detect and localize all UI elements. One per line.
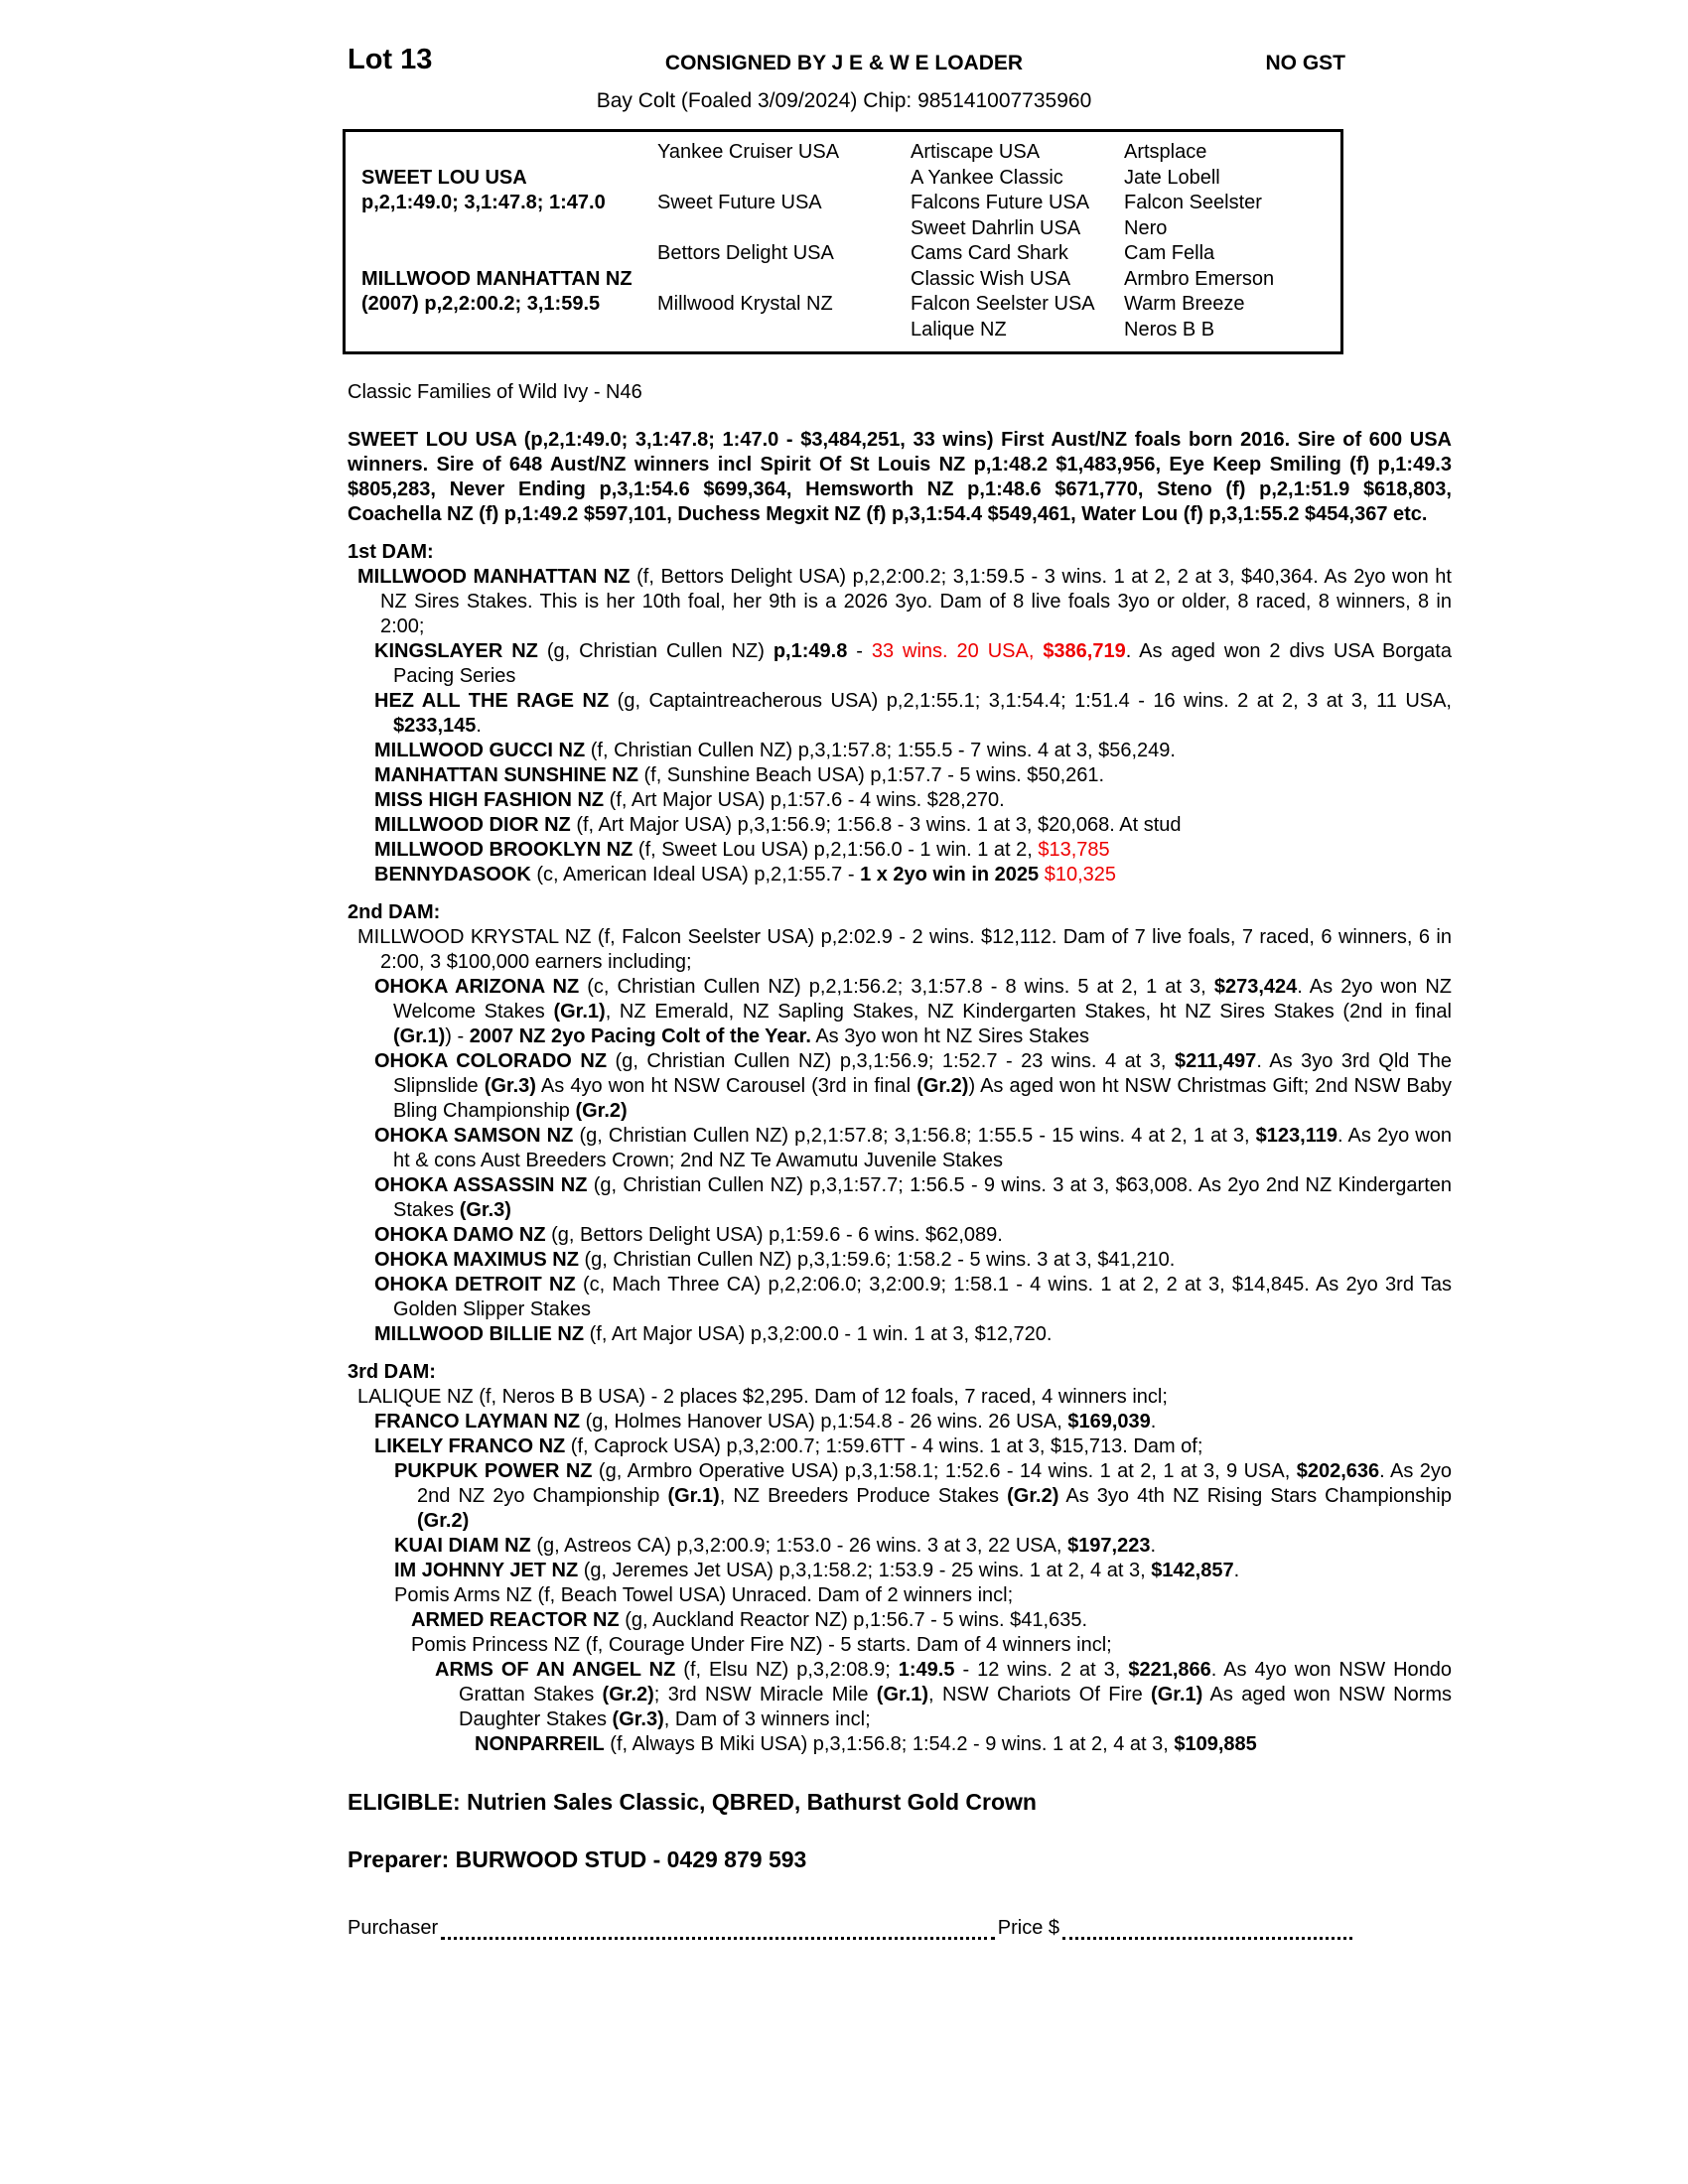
bold-text: MISS HIGH FASHION NZ — [374, 789, 605, 811]
pedigree-cell: SWEET LOU USA — [361, 166, 527, 189]
price-label: Price $ — [997, 1917, 1059, 1939]
pedigree-cell — [657, 166, 911, 192]
text: (g, Christian Cullen NZ) p,3,1:59.6; 1:58.2 - 5 wins. 3 at 3, $41,210. — [578, 1249, 1176, 1271]
text: MILLWOOD KRYSTAL NZ (f, Falcon Seelster USA) p,2:02.9 - 2 wins. $12,112. Dam of 7 live foals, 7 raced, 6 winners, 6 in 2:00, 3 $100,000 earners including; — [357, 926, 1452, 973]
pedigree-entry — [348, 565, 1452, 639]
text: (f, Always B Miki USA) p,3,1:56.8; 1:54.2 - 9 wins. 1 at 2, 4 at 3, — [604, 1733, 1175, 1755]
pedigree-table — [343, 129, 1343, 354]
pedigree-entry — [348, 1583, 1452, 1608]
bold-text: $123,119 — [1255, 1125, 1337, 1147]
bold-text: (Gr.1) — [1151, 1684, 1203, 1706]
consignor-line: CONSIGNED BY J E & W E LOADER — [664, 52, 1024, 74]
pedigree-cell — [657, 318, 911, 343]
price-dotted-line — [1062, 1924, 1352, 1940]
bold-text: MILLWOOD GUCCI NZ — [374, 740, 586, 761]
text: (c, American Ideal USA) p,2,1:55.7 - — [530, 864, 861, 886]
text: . As 4yo won NSW Hondo Grattan Stakes — [459, 1659, 1453, 1706]
text: . — [1233, 1560, 1240, 1581]
page-header — [0, 46, 1688, 81]
text: As 3yo 4th NZ Rising Stars Championship — [1058, 1485, 1452, 1507]
pedigree-entry — [348, 1322, 1452, 1347]
pedigree-entry — [348, 788, 1452, 813]
pedigree-entry — [348, 813, 1452, 838]
sire-summary-paragraph: SWEET LOU USA (p,2,1:49.0; 3,1:47.8; 1:47.0 - $3,484,251, 33 wins) First Aust/NZ foals born 2016. Sire of 600 USA winners. Sire of 648 Aust/NZ winners incl Spirit Of St Louis NZ p,1:48.2 $1,483,956, Eye Keep Smiling (f) p,1:49.3 $805,283, Never Ending p,3,1:54.6 $699,364, Hemsworth NZ p,1:48.6 $671,770, Steno (f) p,2,1:51.9 $618,803, Coachella NZ (f) p,1:49.2 $597,101, Duchess Megxit NZ (f) p,3,1:54.4 $549,461, Water Lou (f) p,3,1:55.2 $454,367 etc. — [348, 429, 1452, 525]
bold-text: ARMED REACTOR NZ — [411, 1609, 620, 1631]
text: (f, Art Major USA) p,3,1:56.9; 1:56.8 - 3 wins. 1 at 3, $20,068. At stud — [570, 814, 1182, 836]
bold-text: OHOKA ASSASSIN NZ — [374, 1174, 588, 1196]
text: (g, Bettors Delight USA) p,1:59.6 - 6 wins. $62,089. — [545, 1224, 1003, 1246]
bold-text: OHOKA DAMO NZ — [374, 1224, 546, 1246]
purchaser-price-line — [348, 1917, 1352, 1940]
bold-text: OHOKA DETROIT NZ — [374, 1274, 576, 1296]
pedigree-cell: MILLWOOD MANHATTAN NZ — [361, 267, 633, 290]
bold-text: p,1:49.8 — [773, 640, 848, 662]
bold-text: $221,866 — [1128, 1659, 1211, 1681]
pedigree-cell: p,2,1:49.0; 3,1:47.8; 1:47.0 — [361, 192, 606, 213]
pedigree-cell: Jate Lobell — [1124, 166, 1220, 189]
bold-text: FRANCO LAYMAN NZ — [374, 1411, 581, 1433]
pedigree-entry — [348, 1385, 1452, 1410]
bold-text: $109,885 — [1174, 1733, 1257, 1755]
bold-text: (Gr.2) — [575, 1100, 628, 1122]
pedigree-entry — [348, 1608, 1452, 1633]
pedigree-entry — [348, 639, 1452, 689]
text: - 12 wins. 2 at 3, — [954, 1659, 1129, 1681]
text: , NZ Emerald, NZ Sapling Stakes, NZ Kindergarten Stakes, ht NZ Sires Stakes (2nd in final — [605, 1001, 1452, 1023]
pedigree-entry — [348, 1273, 1452, 1322]
bold-text: $142,857 — [1151, 1560, 1234, 1581]
text: Pomis Arms NZ (f, Beach Towel USA) Unraced. Dam of 2 winners incl; — [394, 1584, 1014, 1606]
pedigree-entry — [348, 1124, 1452, 1173]
bold-text: (Gr.3) — [484, 1075, 536, 1097]
bold-text: IM JOHNNY JET NZ — [394, 1560, 579, 1581]
text: (g, Christian Cullen NZ) — [537, 640, 774, 662]
bold-text: (Gr.2) — [916, 1075, 969, 1097]
bold-text: MILLWOOD BROOKLYN NZ — [374, 839, 633, 861]
pedigree-entry — [348, 1732, 1452, 1757]
text: (f, Sweet Lou USA) p,2,1:56.0 - 1 win. 1 at 2, — [633, 839, 1039, 861]
highlighted-text: $13,785 — [1038, 839, 1110, 861]
text: , NSW Chariots Of Fire — [928, 1684, 1152, 1706]
pedigree-cell: Sweet Dahrlin USA — [911, 216, 1081, 239]
lot-number: Lot 13 — [348, 44, 433, 75]
text: . — [1150, 1535, 1157, 1557]
bold-text: $273,424 — [1213, 976, 1298, 998]
bold-text: ARMS OF AN ANGEL NZ — [435, 1659, 676, 1681]
dam-section-heading: 1st DAM: — [348, 541, 434, 563]
text: ) As aged won ht NSW Christmas Gift; 2nd NSW Baby Bling Championship — [393, 1075, 1452, 1122]
text: As 3yo won ht NZ Sires Stakes — [810, 1025, 1090, 1047]
bold-text: OHOKA COLORADO NZ — [374, 1050, 608, 1072]
pedigree-cell: Falcons Future USA — [911, 192, 1090, 213]
text: (f, Art Major USA) p,3,2:00.0 - 1 win. 1 at 3, $12,720. — [584, 1323, 1053, 1345]
pedigree-entry — [348, 1173, 1452, 1223]
pedigree-entry — [348, 975, 1452, 1049]
eligibility-line: ELIGIBLE: Nutrien Sales Classic, QBRED, Bathurst Gold Crown — [348, 1789, 1037, 1815]
classic-families-line: Classic Families of Wild Ivy - N46 — [348, 381, 642, 403]
pedigree-cell: Lalique NZ — [911, 318, 1007, 341]
bold-text: 1 x 2yo win in 2025 — [860, 864, 1040, 886]
pedigree-entry — [348, 1658, 1452, 1732]
text: (f, Elsu NZ) p,3,2:08.9; — [675, 1659, 899, 1681]
pedigree-entry — [348, 925, 1452, 975]
pedigree-cell: Classic Wish USA — [911, 267, 1071, 290]
text: LALIQUE NZ (f, Neros B B USA) - 2 places $2,295. Dam of 12 foals, 7 raced, 4 winners incl; — [357, 1386, 1168, 1408]
text: . As 2yo won ht & cons Aust Breeders Crown; 2nd NZ Te Awamutu Juvenile Stakes — [393, 1125, 1452, 1171]
bold-text: PUKPUK POWER NZ — [394, 1460, 593, 1482]
bold-text: (Gr.1) — [393, 1025, 446, 1047]
bold-text: LIKELY FRANCO NZ — [374, 1435, 566, 1457]
text: (g, Astreos CA) p,3,2:00.9; 1:53.0 - 26 wins. 3 at 3, 22 USA, — [530, 1535, 1068, 1557]
bold-text: MILLWOOD BILLIE NZ — [374, 1323, 585, 1345]
bold-text: (Gr.1) — [667, 1485, 720, 1507]
bold-text: HEZ ALL THE RAGE NZ — [374, 690, 610, 712]
bold-text: (Gr.2) — [602, 1684, 654, 1706]
bold-text: (Gr.3) — [459, 1199, 511, 1221]
bold-text: 1:49.5 — [898, 1659, 955, 1681]
text: , NZ Breeders Produce Stakes — [719, 1485, 1008, 1507]
text: . As 2yo won NZ Welcome Stakes — [393, 976, 1452, 1023]
bold-text: KINGSLAYER NZ — [374, 640, 538, 662]
pedigree-entry — [348, 1223, 1452, 1248]
pedigree-cell: Yankee Cruiser USA — [657, 141, 840, 163]
text: (c, Mach Three CA) p,2,2:06.0; 3,2:00.9; 1:58.1 - 4 wins. 1 at 2, 2 at 3, $14,845. As 2yo 3rd Tas Golden Slipper Stakes — [393, 1274, 1452, 1320]
text: (f, Sunshine Beach USA) p,1:57.7 - 5 wins. $50,261. — [637, 764, 1105, 786]
bold-text: KUAI DIAM NZ — [394, 1535, 531, 1557]
bold-text: $211,497 — [1174, 1050, 1257, 1072]
bold-text: MILLWOOD MANHATTAN NZ — [357, 566, 631, 588]
text: (g, Armbro Operative USA) p,3,1:58.1; 1:52.6 - 14 wins. 1 at 2, 1 at 3, 9 USA, — [592, 1460, 1297, 1482]
dam-section-heading: 2nd DAM: — [348, 901, 441, 923]
pedigree-cell: Armbro Emerson — [1124, 267, 1275, 290]
pedigree-entry — [348, 739, 1452, 763]
dam-sections — [348, 540, 1452, 1757]
bold-text: NONPARREIL — [475, 1733, 605, 1755]
text: . — [476, 715, 482, 737]
text: (g, Christian Cullen NZ) p,3,1:57.7; 1:56.5 - 9 wins. 3 at 3, $63,008. As 2yo 2nd NZ Kindergarten Stakes — [393, 1174, 1452, 1221]
pedigree-entry — [348, 1559, 1452, 1583]
text: As 4yo won ht NSW Carousel (3rd in final — [535, 1075, 917, 1097]
pedigree-entry — [348, 1410, 1452, 1434]
text: (g, Christian Cullen NZ) p,2,1:57.8; 3,1:56.8; 1:55.5 - 15 wins. 4 at 2, 1 at 3, — [573, 1125, 1256, 1147]
pedigree-cell — [361, 140, 657, 166]
pedigree-entry — [348, 689, 1452, 739]
bold-text: (Gr.3) — [612, 1708, 664, 1730]
highlighted-text: $386,719 — [1043, 640, 1126, 662]
bold-text: OHOKA SAMSON NZ — [374, 1125, 574, 1147]
pedigree-entry — [348, 1248, 1452, 1273]
highlighted-text: 33 wins. 20 USA, — [871, 640, 1044, 662]
text: . As 3yo 3rd Qld The Slipnslide — [393, 1050, 1453, 1097]
text: (g, Holmes Hanover USA) p,1:54.8 - 26 wins. 26 USA, — [580, 1411, 1068, 1433]
pedigree-cell — [361, 216, 657, 242]
pedigree-cell: Artsplace — [1124, 141, 1207, 163]
text: . — [1150, 1411, 1157, 1433]
text: (f, Christian Cullen NZ) p,3,1:57.8; 1:55.5 - 7 wins. 4 at 3, $56,249. — [585, 740, 1176, 761]
pedigree-entry — [348, 1434, 1452, 1459]
text: As aged won NSW Norms Daughter Stakes — [459, 1684, 1453, 1730]
pedigree-entry — [348, 763, 1452, 788]
pedigree-cell: Warm Breeze — [1124, 293, 1245, 315]
horse-description: Bay Colt (Foaled 3/09/2024) Chip: 985141007735960 — [596, 89, 1092, 112]
text: ; 3rd NSW Miracle Mile — [653, 1684, 877, 1706]
pedigree-grid — [361, 140, 1340, 342]
text: (g, Jeremes Jet USA) p,3,1:58.2; 1:53.9 - 25 wins. 1 at 2, 4 at 3, — [578, 1560, 1152, 1581]
text: (g, Auckland Reactor NZ) p,1:56.7 - 5 wins. $41,635. — [619, 1609, 1087, 1631]
pedigree-entry — [348, 863, 1452, 887]
bold-text: 2007 NZ 2yo Pacing Colt of the Year. — [469, 1025, 811, 1047]
pedigree-cell: Falcon Seelster — [1124, 192, 1262, 213]
text: . As aged won 2 divs USA Borgata Pacing Series — [393, 640, 1452, 687]
dam-section-heading: 3rd DAM: — [348, 1361, 436, 1383]
preparer-line: Preparer: BURWOOD STUD - 0429 879 593 — [348, 1846, 807, 1872]
bold-text: OHOKA MAXIMUS NZ — [374, 1249, 579, 1271]
text: . As 2yo 2nd NZ 2yo Championship — [417, 1460, 1452, 1507]
pedigree-cell: Cam Fella — [1124, 242, 1215, 264]
pedigree-cell: Bettors Delight USA — [657, 242, 834, 264]
pedigree-cell: Artiscape USA — [911, 141, 1041, 163]
page-content — [348, 129, 1452, 1940]
bold-text: $197,223 — [1067, 1535, 1151, 1557]
bold-text: MILLWOOD DIOR NZ — [374, 814, 571, 836]
pedigree-cell: Falcon Seelster USA — [911, 293, 1095, 315]
pedigree-cell: A Yankee Classic — [911, 166, 1063, 189]
text: Pomis Princess NZ (f, Courage Under Fire NZ) - 5 starts. Dam of 4 winners incl; — [411, 1634, 1112, 1656]
text: , Dam of 3 winners incl; — [663, 1708, 871, 1730]
pedigree-cell: Millwood Krystal NZ — [657, 293, 833, 315]
text: (f, Bettors Delight USA) p,2,2:00.2; 3,1:59.5 - 3 wins. 1 at 2, 2 at 3, $40,364. As 2yo won ht NZ Sires Stakes. This is her 10th foal, her 9th is a 2026 3yo. Dam of 8 live foals 3yo or older, 8 raced, 8 winners, 8 in 2:00; — [380, 566, 1452, 637]
bold-text: $169,039 — [1067, 1411, 1151, 1433]
highlighted-text: $10,325 — [1044, 864, 1117, 886]
gst-note: NO GST — [1265, 52, 1345, 74]
pedigree-cell — [361, 241, 657, 267]
text: - — [847, 640, 872, 662]
pedigree-cell: Nero — [1124, 216, 1168, 239]
bold-text: (Gr.1) — [876, 1684, 929, 1706]
pedigree-cell: Sweet Future USA — [657, 192, 822, 213]
text: (g, Christian Cullen NZ) p,3,1:56.9; 1:52.7 - 23 wins. 4 at 3, — [607, 1050, 1175, 1072]
pedigree-entry — [348, 1534, 1452, 1559]
pedigree-cell: Cams Card Shark — [911, 242, 1068, 264]
pedigree-entry — [348, 838, 1452, 863]
purchaser-label: Purchaser — [348, 1917, 439, 1939]
pedigree-entry — [348, 1633, 1452, 1658]
text: (g, Captaintreacherous USA) p,2,1:55.1; 3,1:54.4; 1:51.4 - 16 wins. 2 at 2, 3 at 3, 11 USA, — [609, 690, 1452, 712]
text: ) - — [445, 1025, 470, 1047]
bold-text: $233,145 — [393, 715, 477, 737]
bold-text: OHOKA ARIZONA NZ — [374, 976, 580, 998]
pedigree-entry — [348, 1049, 1452, 1124]
text: (c, Christian Cullen NZ) p,2,1:56.2; 3,1:57.8 - 8 wins. 5 at 2, 1 at 3, — [579, 976, 1214, 998]
pedigree-cell: Neros B B — [1124, 318, 1215, 341]
pedigree-cell — [657, 216, 911, 242]
pedigree-entry — [348, 1459, 1452, 1534]
pedigree-cell — [657, 267, 911, 293]
bold-text: (Gr.2) — [417, 1510, 470, 1532]
bold-text: BENNYDASOOK — [374, 864, 531, 886]
bold-text: $202,636 — [1296, 1460, 1380, 1482]
text: (f, Caprock USA) p,3,2:00.7; 1:59.6TT - 4 wins. 1 at 3, $15,713. Dam of; — [565, 1435, 1203, 1457]
bold-text: MANHATTAN SUNSHINE NZ — [374, 764, 638, 786]
bold-text: (Gr.1) — [553, 1001, 606, 1023]
purchaser-dotted-line — [441, 1924, 995, 1940]
text: (f, Art Major USA) p,1:57.6 - 4 wins. $28,270. — [604, 789, 1005, 811]
bold-text: (Gr.2) — [1007, 1485, 1059, 1507]
pedigree-cell: (2007) p,2,2:00.2; 3,1:59.5 — [361, 293, 601, 315]
pedigree-cell — [361, 318, 657, 343]
